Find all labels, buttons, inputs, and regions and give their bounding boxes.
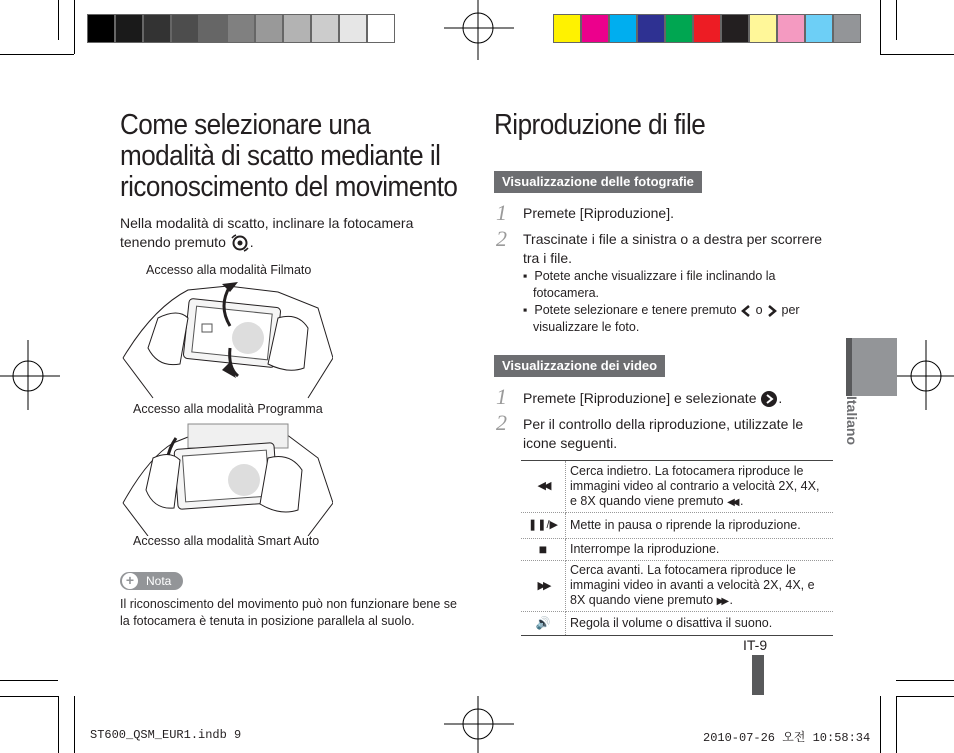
process-color-swatch: [581, 14, 609, 43]
registration-mark: [0, 340, 60, 410]
bullet-mark: ▪: [523, 269, 535, 283]
caption-program-mode: Accesso alla modalità Programma: [133, 402, 323, 416]
crop-mark: [58, 696, 59, 753]
registration-mark: [444, 0, 514, 60]
description-text: .: [729, 593, 734, 607]
process-color-swatch: [637, 14, 665, 43]
crop-mark: [880, 0, 881, 54]
description-text: Cerca indietro. La fotocamera riproduce le immagini video al contrario a velocità 2X, 4X, e 8X quando viene premuto: [570, 463, 820, 508]
process-color-swatch: [609, 14, 637, 43]
playback-label: Riproduzione: [583, 205, 667, 221]
left-intro: [120, 214, 460, 252]
process-color-swatch: [749, 14, 777, 43]
table-row: [521, 461, 833, 513]
crop-mark: [896, 696, 954, 697]
step-text: Per il controllo della riproduzione, utilizzate le: [523, 416, 804, 432]
camera-tilt-illustration-movie: [118, 278, 333, 400]
step-number: 1: [496, 384, 507, 409]
note-text-line: la fotocamera è tenuta in posizione parallela al suolo.: [120, 614, 415, 628]
control-description: Regola il volume o disattiva il suono.: [566, 612, 834, 636]
bullet-text: Potete selezionare e tenere premuto: [534, 303, 737, 317]
crop-mark: [896, 696, 897, 753]
chevron-left-icon: [740, 305, 752, 317]
fast-forward-icon: ▶▶: [521, 561, 566, 612]
plus-icon: +: [122, 573, 138, 589]
section-videos-heading: Visualizzazione dei video: [494, 355, 665, 377]
bullet-text: fotocamera.: [533, 286, 600, 300]
note-badge: [120, 572, 183, 590]
grayscale-swatch: [115, 14, 143, 43]
rewind-icon: ◀◀: [727, 496, 737, 508]
process-color-bar: [553, 14, 861, 45]
process-color-swatch: [721, 14, 749, 43]
grayscale-swatch: [227, 14, 255, 43]
grayscale-swatch: [283, 14, 311, 43]
table-row: [521, 612, 833, 636]
play-circle-icon: [760, 390, 778, 408]
crop-mark: [0, 696, 58, 697]
crop-mark: [74, 696, 75, 753]
playback-controls-table: [521, 460, 833, 636]
bullet-select-hold: [523, 302, 833, 336]
intro-text: tenendo premuto: [120, 234, 226, 250]
chevron-right-icon: [766, 305, 778, 317]
registration-mark: [444, 696, 514, 753]
step-text: Premete [: [523, 205, 584, 221]
grayscale-swatch: [171, 14, 199, 43]
grayscale-swatch: [199, 14, 227, 43]
video-step-2: [523, 415, 843, 453]
step-text: tra i file.: [523, 250, 573, 266]
motion-recognition-icon: [230, 234, 250, 252]
playback-label: Riproduzione: [583, 390, 667, 406]
process-color-swatch: [805, 14, 833, 43]
grayscale-swatch: [311, 14, 339, 43]
fast-forward-icon: ▶▶: [716, 596, 727, 607]
page-edge-marker: [752, 655, 764, 695]
process-color-swatch: [553, 14, 581, 43]
note-text-line: Il riconoscimento del movimento può non funzionare bene se: [120, 597, 458, 611]
step-text: ] e selezionate: [666, 390, 757, 406]
page-number: IT-9: [743, 637, 768, 653]
left-title-line: riconoscimento del movimento: [120, 171, 458, 203]
table-row: [521, 513, 833, 539]
bullet-tilt: [523, 268, 823, 302]
rewind-icon: ◀◀: [521, 461, 566, 513]
table-row: [521, 539, 833, 561]
photo-step-1: [523, 204, 674, 223]
step-text: ].: [666, 205, 674, 221]
crop-mark: [0, 680, 58, 681]
grayscale-swatch: [143, 14, 171, 43]
caption-movie-mode: Accesso alla modalità Filmato: [146, 263, 312, 277]
step-text: icone seguenti.: [523, 435, 618, 451]
table-row: [521, 561, 833, 612]
crop-mark: [0, 54, 74, 55]
step-number: 2: [496, 226, 507, 251]
intro-text: .: [249, 234, 254, 250]
left-title: [120, 110, 457, 203]
camera-tilt-illustration-program: [118, 418, 333, 536]
process-color-swatch: [665, 14, 693, 43]
photo-step-2: [523, 230, 843, 268]
control-description: [566, 461, 834, 513]
pause-play-icon: ❚❚/▶: [521, 513, 566, 539]
description-text: Cerca avanti. La fotocamera riproduce le immagini video in avanti a velocità 2X, 4X, e 8X quando viene premuto: [570, 563, 815, 607]
grayscale-swatch: [339, 14, 367, 43]
process-color-swatch: [693, 14, 721, 43]
crop-mark: [896, 0, 897, 40]
footer-file-name: ST600_QSM_EUR1.indb 9: [90, 728, 242, 742]
grayscale-swatch: [87, 14, 115, 43]
video-step-1: [523, 389, 782, 408]
crop-mark: [880, 696, 881, 753]
grayscale-swatch: [367, 14, 395, 43]
side-tab-bar: [846, 338, 852, 396]
note-text: [120, 596, 475, 630]
caption-smart-auto-mode: Accesso alla modalità Smart Auto: [133, 534, 320, 548]
side-tab-block: [846, 338, 897, 396]
crop-mark: [74, 0, 75, 54]
step-number: 1: [496, 200, 507, 225]
step-text: Trascinate i file a sinistra o a destra per scorrere: [523, 231, 823, 247]
left-title-line: Come selezionare una: [120, 109, 371, 141]
bullet-mark: ▪: [523, 303, 535, 317]
control-description: Interrompe la riproduzione.: [566, 539, 834, 561]
left-title-line: modalità di scatto mediante il: [120, 140, 441, 172]
crop-mark: [880, 54, 954, 55]
control-description: [566, 561, 834, 612]
step-text: Premete [: [523, 390, 584, 406]
right-title: Riproduzione di file: [494, 109, 706, 141]
registration-mark: [896, 340, 954, 410]
grayscale-color-bar: [87, 14, 395, 45]
step-text: .: [778, 390, 783, 406]
control-description: Mette in pausa o riprende la riproduzione.: [566, 513, 834, 539]
side-tab-language: Italiano: [844, 396, 860, 446]
footer-timestamp: 2010-07-26 오전 10:58:34: [703, 731, 871, 745]
grayscale-swatch: [255, 14, 283, 43]
bullet-text: visualizzare le foto.: [533, 320, 640, 334]
bullet-text: Potete anche visualizzare i file inclinando la: [534, 269, 776, 283]
bullet-text: o: [755, 303, 763, 317]
section-photos-heading: Visualizzazione delle fotografie: [494, 171, 702, 193]
crop-mark: [896, 680, 954, 681]
bullet-text: per: [781, 303, 800, 317]
step-number: 2: [496, 410, 507, 435]
description-text: .: [739, 493, 744, 508]
crop-mark: [58, 0, 59, 40]
stop-icon: ■: [521, 539, 566, 561]
volume-icon: 🔊: [521, 612, 566, 636]
process-color-swatch: [777, 14, 805, 43]
process-color-swatch: [833, 14, 861, 43]
note-label: Nota: [146, 574, 172, 588]
intro-text: Nella modalità di scatto, inclinare la fotocamera: [120, 215, 414, 231]
